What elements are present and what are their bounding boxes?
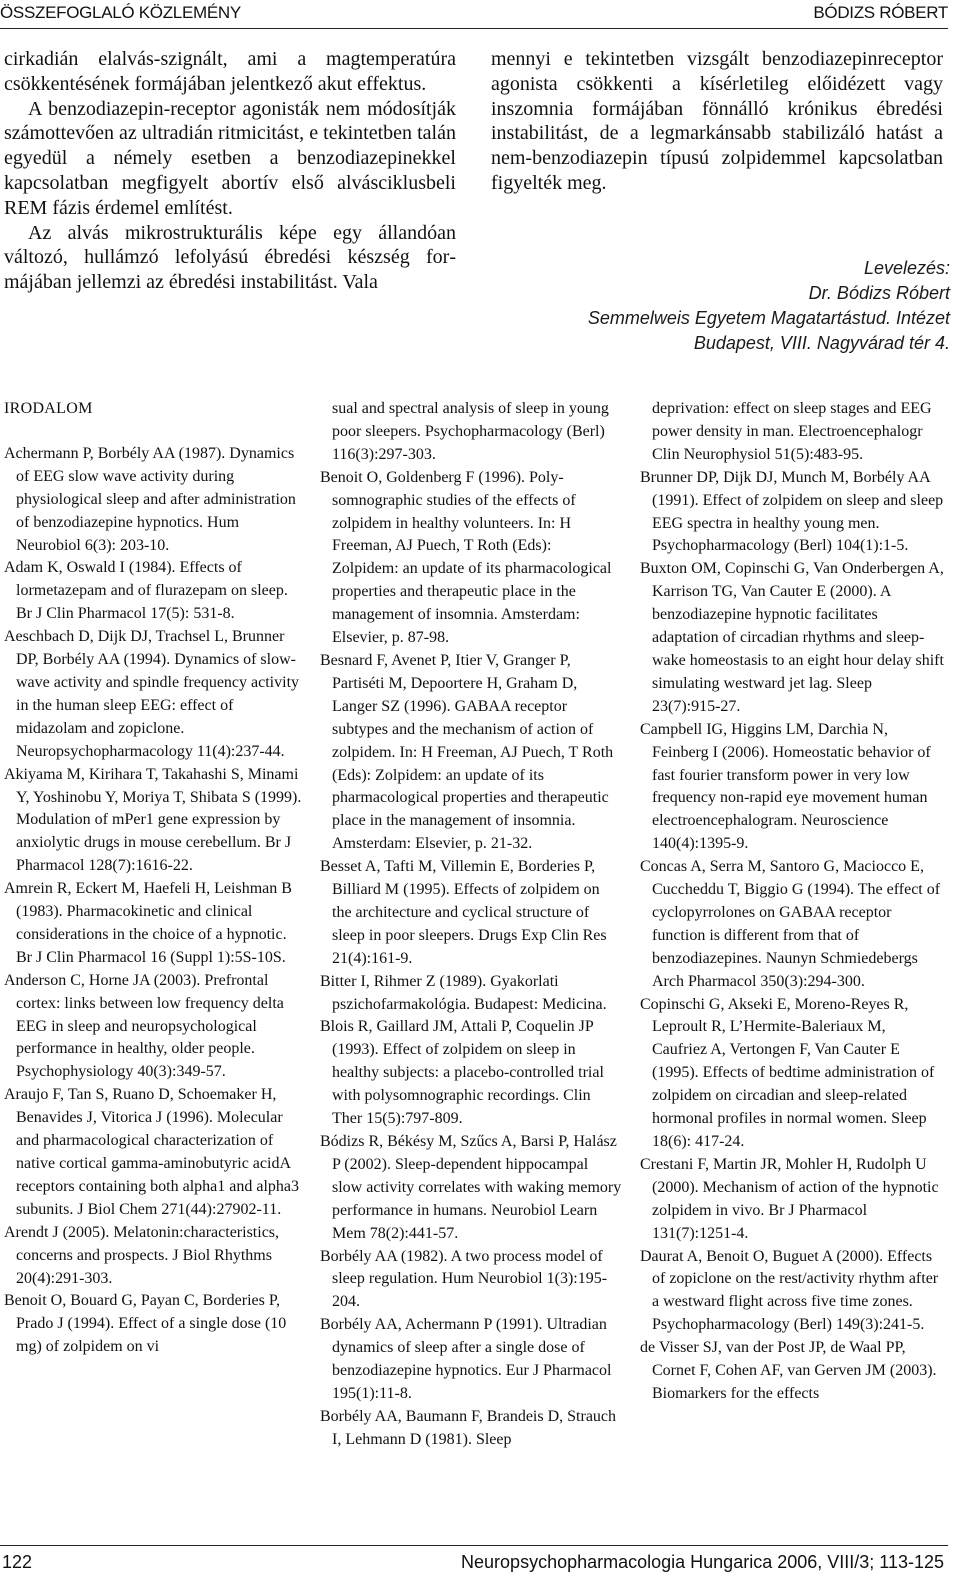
reference-entry: Anderson C, Horne JA (2003). Prefrontal cortex: links between low frequency delta EEG in sleep and neuropsychological performance in healthy, older people. Psychophysiology 40(3):349-57. (4, 971, 284, 1081)
reference-entry: Bódizs R, Békésy M, Szűcs A, Barsi P, Halász P (2002). Sleep-dependent hippocampal slow activity correlates with waking memory performance in humans. Neurobiol Learn Mem 78(2):441-57. (320, 1133, 622, 1242)
body-paragraph: mennyi e tekintetben vizsgált benzodiazepinreceptor agonista csökkenti a kísérletileg előidézett vagy inszomnia formájában fönnálló krónikus ébredési instabilitást, de a legmarkánsabb stabilizáló hatást a nem-benzodiazepin típusú zolpidemmel kapcsolatban figyelték meg. (491, 48, 943, 194)
body-text-right-column (491, 47, 943, 196)
reference-continuation: sual and spectral analysis of sleep in young poor sleepers. Psychopharmacology (Berl) 116(3):297-303. (332, 400, 609, 463)
body-text-left-column (4, 47, 456, 295)
reference-entry: Bitter I, Rihmer Z (1989). Gyakorlati pszichofarmakológia. Budapest: Medicina. (320, 972, 607, 1013)
correspondence-institute: Semmelweis Egyetem Magatartástud. Intézet (587, 308, 950, 328)
reference-entry: Borbély AA, Achermann P (1991). Ultradian dynamics of sleep after a single dose of benzodiazepine hypnotics. Eur J Pharmacol 195(1):11-8. (320, 1316, 612, 1402)
running-header (0, 0, 948, 29)
references-column-2 (320, 398, 622, 1452)
reference-entry: Arendt J (2005). Melatonin:characteristics, concerns and prospects. J Biol Rhythms 20(4):291-303. (4, 1223, 280, 1287)
references-column-3 (640, 398, 944, 1406)
reference-entry: Copinschi G, Akseki E, Moreno-Reyes R, Leproult R, L’Hermite-Baleriaux M, Caufriez A, Vertongen F, Van Cauter E (1995). Effects of bedtime administration of zolpidem on circadian and sleep-related hormonal profiles in normal women. Sleep 18(6): 417-24. (640, 995, 935, 1150)
reference-entry: Daurat A, Benoit O, Buguet A (2000). Effects of zopiclone on the rest/activity rhythm after a westward flight across five time zones. Psychopharmacology (Berl) 149(3):241-5. (640, 1247, 939, 1334)
reference-entry: Brunner DP, Dijk DJ, Munch M, Borbély AA (1991). Effect of zolpidem on sleep and sleep EEG spectra in healthy young men. Psychopharmacology (Berl) 104(1):1-5. (640, 468, 944, 555)
reference-entry: Benoit O, Bouard G, Payan C, Borderies P, Prado J (1994). Effect of a single dose (10 mg) of zolpidem on vi (4, 1292, 287, 1356)
reference-entry: Besnard F, Avenet P, Itier V, Granger P, Partiséti M, Depoortere H, Graham D, Langer SZ (1996). GABAA receptor subtypes and the mechanism of action of zolpidem. In: H Freeman, AJ Puech, T Roth (Eds): Zolpidem: an update of its pharmacological properties and therapeutic place in the management of insomnia. Amsterdam: Elsevier, p. 21-32. (320, 651, 614, 853)
author-label: BÓDIZS RÓBERT (813, 3, 948, 22)
reference-entry: Adam K, Oswald I (1984). Effects of lormetazepam and of flurazepam on sleep. Br J Clin Pharmacol 17(5): 531-8. (4, 559, 288, 623)
page-number: 122 (2, 1552, 33, 1572)
reference-entry: Araujo F, Tan S, Ruano D, Schoemaker H, Benavides J, Vitorica J (1996). Molecular and pharmacological characterization of native cortical gamma-aminobutyric acidA receptors containing both alpha1 and alpha3 subunits. J Biol Chem 271(44):27902-11. (4, 1086, 300, 1218)
page-footer (0, 1545, 948, 1576)
references-heading: IRODALOM (4, 400, 93, 417)
correspondence-label: Levelezés: (863, 258, 950, 278)
reference-entry: Borbély AA, Baumann F, Brandeis D, Strauch I, Lehmann D (1981). Sleep (320, 1407, 617, 1448)
reference-entry: de Visser SJ, van der Post JP, de Waal PP, Cornet F, Cohen AF, van Gerven JM (2003). Biomarkers for the effects (640, 1339, 937, 1402)
reference-entry: Benoit O, Goldenberg F (1996). Polysomnographic studies of the effects of zolpidem in healthy volunteers. In: H Freeman, AJ Puech, T Roth (Eds): Zolpidem: an update of its pharmacological properties and therapeutic place in the management of insomnia. Amsterdam: Elsevier, p. 87-98. (320, 468, 612, 647)
reference-entry: Buxton OM, Copinschi G, Van Onderbergen A, Karrison TG, Van Cauter E (2000). A benzodiazepine hypnotic facilitates adaptation of circadian rhythms and sleep-wake homeostasis to an eight hour delay shift simulating westward jet lag. Sleep 23(7):915-27. (640, 560, 944, 715)
section-label: ÖSSZEFOGLALÓ KÖZLEMÉNY (0, 3, 241, 22)
reference-entry: Amrein R, Eckert M, Haefeli H, Leishman B (1983). Pharmacokinetic and clinical considerations in the choice of a hypnotic. Br J Clin Pharmacol 16 (Suppl 1):5S-10S. (4, 880, 292, 966)
reference-entry: Blois R, Gaillard JM, Attali P, Coquelin JP (1993). Effect of zolpidem on sleep in healthy subjects: a placebo-controlled trial with polysomnographic recordings. Clin Ther 15(5):797-809. (320, 1018, 604, 1128)
correspondence-name: Dr. Bódizs Róbert (808, 283, 950, 303)
body-paragraph: Az alvás mikrostrukturális képe egy állandóan változó, hullámzó lefolyású ébredési készség formájában jellemzi az ébredési instabilitást. Vala (4, 221, 456, 294)
reference-entry: Crestani F, Martin JR, Mohler H, Rudolph U (2000). Mechanism of action of the hypnotic zolpidem in vivo. Br J Pharmacol 131(7):1251-4. (640, 1155, 939, 1242)
body-paragraph: A benzodiazepin-receptor agonisták nem módosítják számottevően az ultradián ritmicitást, e tekintetben talán egyedül a némely esetben a benzodiazepinekkel kapcsolatban megfigyelt abortív első alvásciklusbeli REM fázis érdemel említést. (4, 97, 456, 219)
references-column-1 (4, 398, 306, 1359)
correspondence-address: Budapest, VIII. Nagyvárad tér 4. (693, 333, 950, 353)
reference-entry: Aeschbach D, Dijk DJ, Trachsel L, Brunner DP, Borbély AA (1994). Dynamics of slow-wave activity and spindle frequency activity in the human sleep EEG: effect of midazolam and zopiclone. Neuropsychopharmacology 11(4):237-44. (4, 628, 300, 760)
reference-entry: Concas A, Serra M, Santoro G, Maciocco E, Cuccheddu T, Biggio G (1994). The effect of cyclopyrrolones on GABAA receptor function is different from that of benzodiazepines. Naunyn Schmiedebergs Arch Pharmacol 350(3):294-300. (640, 858, 941, 990)
body-paragraph: cirkadián elalvás-szignált, ami a magtemperatúra csökkentésének formájában jelentkező akut effektus. (4, 48, 456, 95)
reference-continuation: deprivation: effect on sleep stages and EEG power density in man. Electroencephalogr Clin Neurophysiol 51(5):483-95. (652, 400, 932, 463)
reference-list (4, 443, 306, 1359)
reference-entry: Campbell IG, Higgins LM, Darchia N, Feinberg I (2006). Homeostatic behavior of fast fourier transform power in very low frequency non-rapid eye movement human electroencephalogram. Neuroscience 140(4):1395-9. (640, 720, 931, 853)
reference-entry: Achermann P, Borbély AA (1987). Dynamics of EEG slow wave activity during physiological sleep and after administration of benzodiazepine hypnotics. Hum Neurobiol 6(3): 203-10. (4, 444, 296, 554)
journal-citation: Neuropsychopharmacologia Hungarica 2006, VIII/3; 113-125 (461, 1552, 944, 1572)
reference-entry: Besset A, Tafti M, Villemin E, Borderies P, Billiard M (1995). Effects of zolpidem on the architecture and cyclical structure of sleep in poor sleepers. Drugs Exp Clin Res 21(4):161-9. (320, 858, 607, 967)
reference-list (320, 467, 622, 1452)
reference-entry: Akiyama M, Kirihara T, Takahashi S, Minami Y, Yoshinobu Y, Moriya T, Shibata S (1999). Modulation of mPer1 gene expression by anxiolytic drugs in mouse cerebellum. Br J Pharmacol 128(7):1616-22. (4, 765, 302, 875)
reference-list (640, 467, 944, 1406)
reference-entry: Borbély AA (1982). A two process model of sleep regulation. Hum Neurobiol 1(3):195-204. (320, 1247, 608, 1311)
correspondence-block (480, 256, 950, 356)
